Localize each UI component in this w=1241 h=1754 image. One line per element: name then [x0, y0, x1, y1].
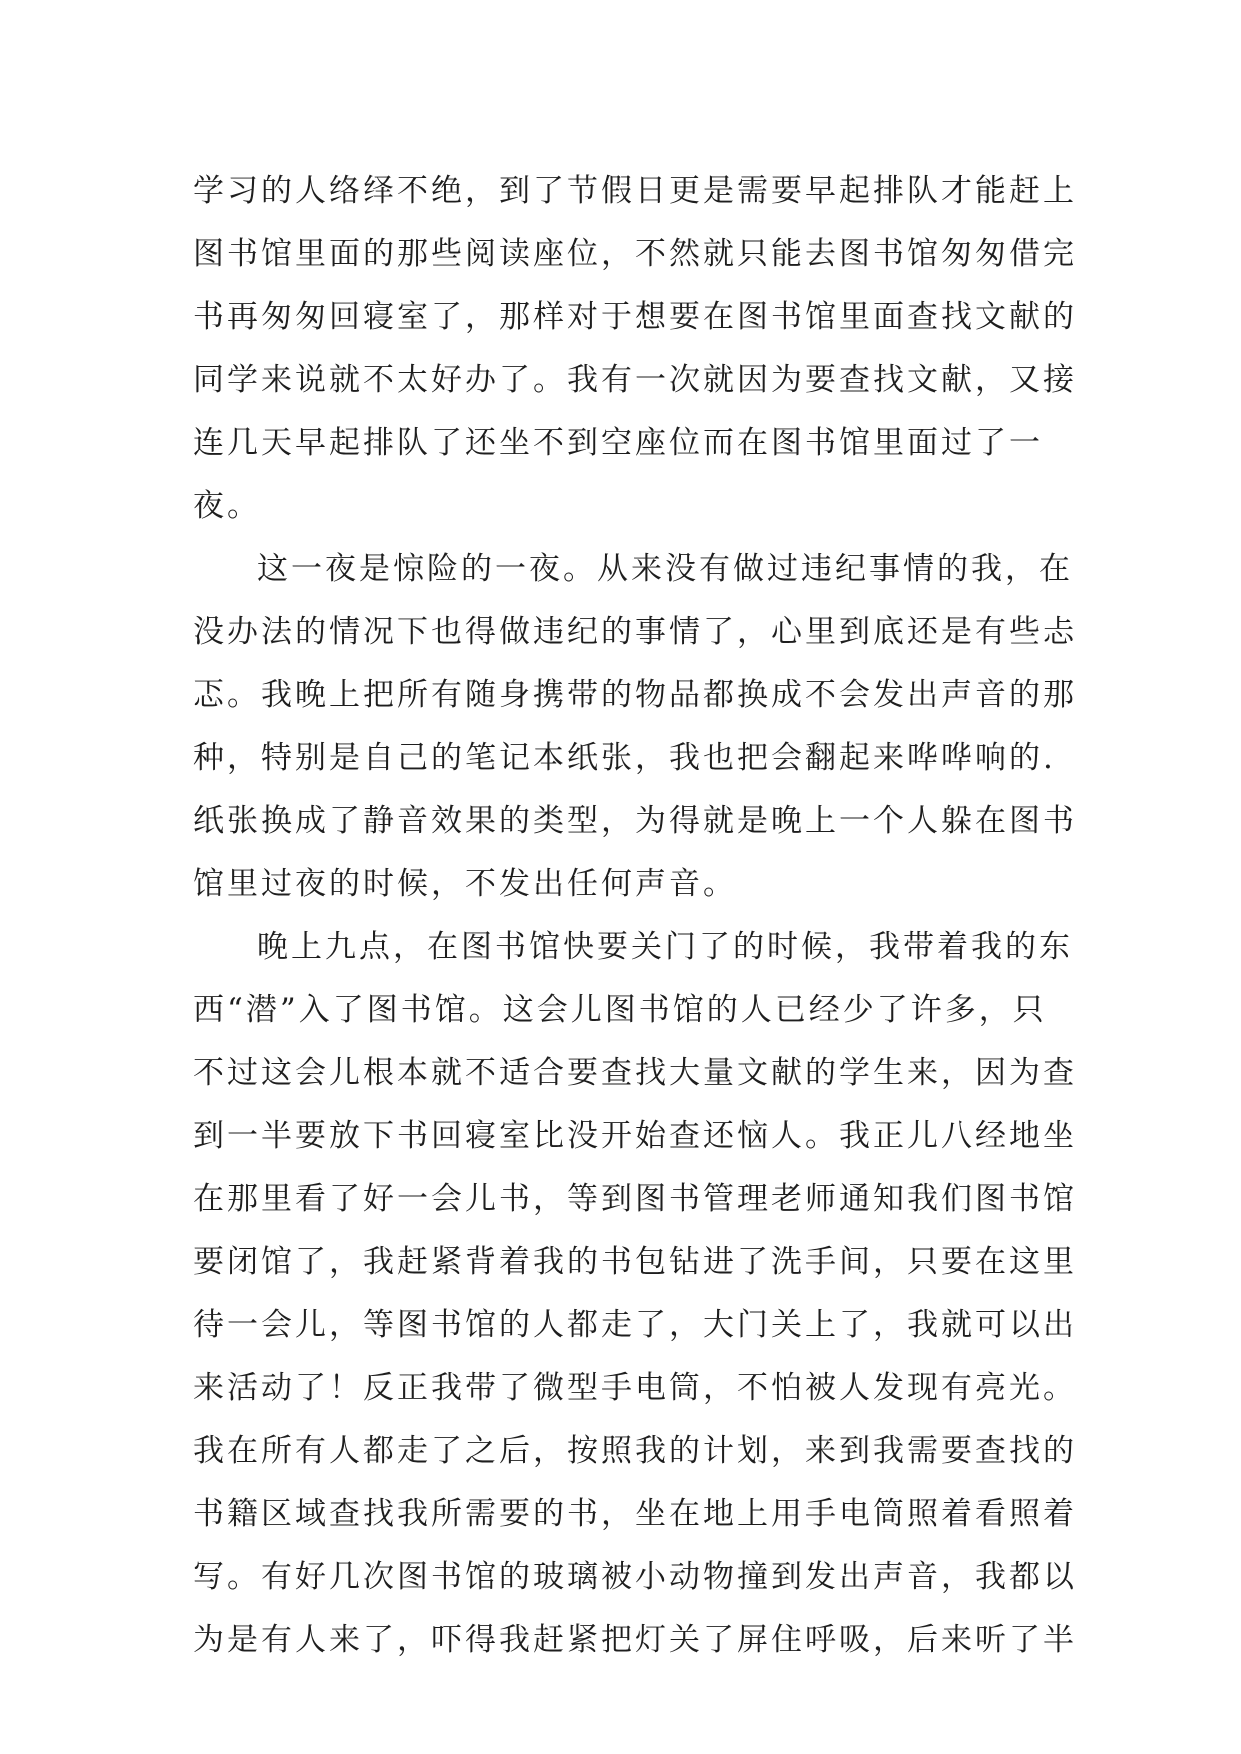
- body-text: [193, 160, 1077, 1672]
- text-line: 在那里看了好一会儿书，等到图书管理老师通知我们图书馆: [193, 1181, 1077, 1217]
- text-line: 馆里过夜的时候，不发出任何声音。: [193, 866, 737, 902]
- text-line: 没办法的情况下也得做违纪的事情了，心里到底还是有些忐: [193, 614, 1077, 650]
- text-line: 同学来说就不太好办了。我有一次就因为要查找文献，又接: [193, 362, 1077, 398]
- text-line: 到一半要放下书回寝室比没开始查还恼人。我正儿八经地坐: [193, 1118, 1077, 1154]
- text-line: 学习的人络绎不绝，到了节假日更是需要早起排队才能赶上: [193, 173, 1077, 209]
- text-line: 要闭馆了，我赶紧背着我的书包钻进了洗手间，只要在这里: [193, 1244, 1077, 1280]
- text-line: 夜。: [193, 488, 261, 524]
- text-line: 种，特别是自己的笔记本纸张，我也把会翻起来哗哗响的.: [193, 740, 1056, 776]
- text-line: 来活动了！反正我带了微型手电筒，不怕被人发现有亮光。: [193, 1370, 1077, 1406]
- text-line: 我在所有人都走了之后，按照我的计划，来到我需要查找的: [193, 1433, 1077, 1469]
- paragraph-first-line: 这一夜是惊险的一夜。从来没有做过违纪事情的我，在: [257, 551, 1073, 587]
- text-line: 待一会儿，等图书馆的人都走了，大门关上了，我就可以出: [193, 1307, 1077, 1343]
- text-line: 为是有人来了，吓得我赶紧把灯关了屏住呼吸，后来听了半: [193, 1622, 1077, 1658]
- text-line: 书再匆匆回寝室了，那样对于想要在图书馆里面查找文献的: [193, 299, 1077, 335]
- text-line: 书籍区域查找我所需要的书，坐在地上用手电筒照着看照着: [193, 1496, 1077, 1532]
- text-line: 忑。我晚上把所有随身携带的物品都换成不会发出声音的那: [193, 677, 1077, 713]
- text-line: 图书馆里面的那些阅读座位，不然就只能去图书馆匆匆借完: [193, 236, 1077, 272]
- text-line: 写。有好几次图书馆的玻璃被小动物撞到发出声音，我都以: [193, 1559, 1077, 1595]
- text-line: 纸张换成了静音效果的类型，为得就是晚上一个人躲在图书: [193, 803, 1077, 839]
- paragraph-first-line: 晚上九点，在图书馆快要关门了的时候，我带着我的东: [257, 929, 1073, 965]
- text-line: 连几天早起排队了还坐不到空座位而在图书馆里面过了一: [193, 425, 1043, 461]
- text-line: 不过这会儿根本就不适合要查找大量文献的学生来，因为查: [193, 1055, 1077, 1091]
- text-line: 西“潜”入了图书馆。这会儿图书馆的人已经少了许多，只: [193, 992, 1047, 1028]
